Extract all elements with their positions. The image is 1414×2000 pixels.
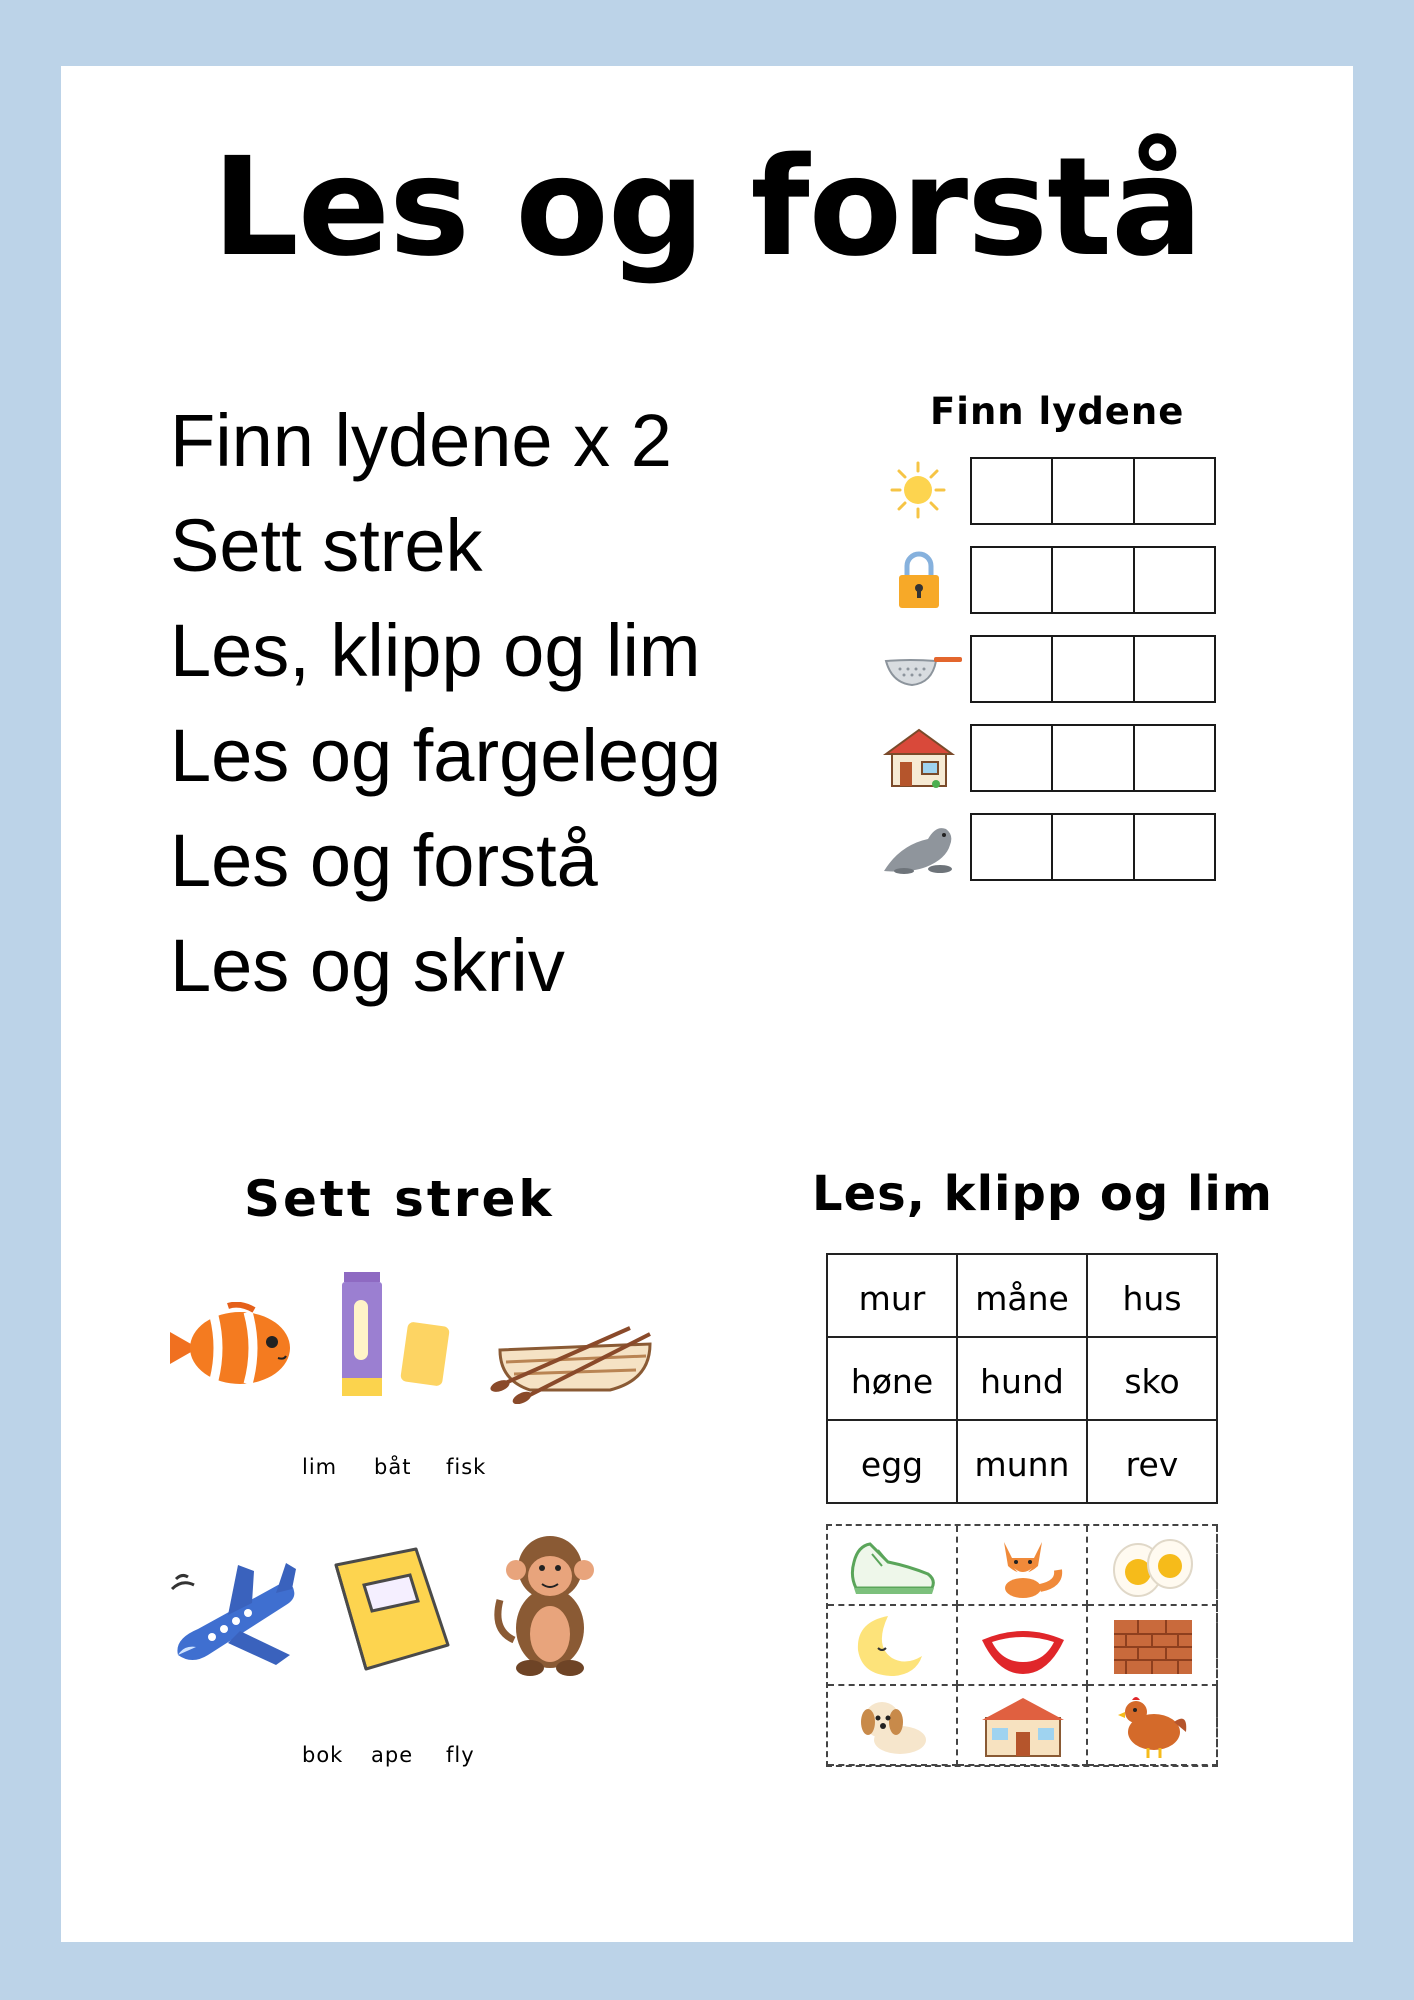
hen-icon (1108, 1692, 1198, 1760)
word-cell[interactable]: høne (827, 1337, 957, 1420)
sun-icon (880, 459, 964, 521)
sett-strek-heading: Sett strek (244, 1170, 555, 1228)
contents-item: Les, klipp og lim (170, 609, 701, 692)
seal-icon (880, 815, 964, 877)
match-word: bok (302, 1743, 344, 1767)
contents-list (170, 388, 721, 1018)
contents-item: Finn lydene x 2 (170, 399, 672, 482)
match-word: fly (446, 1743, 475, 1767)
page-title: Les og forstå (212, 129, 1202, 287)
word-cell[interactable]: egg (827, 1420, 957, 1503)
cut-out-cell[interactable] (828, 1686, 958, 1766)
glue-stick-icon (338, 1272, 452, 1402)
cut-out-cell[interactable] (1088, 1606, 1218, 1686)
cut-out-cell[interactable] (828, 1606, 958, 1686)
egg-icon (1108, 1532, 1198, 1600)
match-word: lim (302, 1455, 338, 1479)
contents-item: Les og fargelegg (170, 714, 722, 797)
monkey-icon (490, 1530, 600, 1678)
word-cell[interactable]: måne (957, 1254, 1087, 1337)
word-cell[interactable]: mur (827, 1254, 957, 1337)
fox-icon (978, 1532, 1068, 1600)
shoe-icon (848, 1532, 938, 1600)
sound-row (880, 546, 1220, 612)
word-cell[interactable]: rev (1087, 1420, 1217, 1503)
match-word: båt (374, 1455, 412, 1479)
contents-item: Sett strek (170, 504, 483, 587)
klipp-lim-heading: Les, klipp og lim (812, 1166, 1273, 1222)
word-cell[interactable]: munn (957, 1420, 1087, 1503)
match-word: ape (371, 1743, 414, 1767)
sound-row (880, 813, 1220, 879)
sound-row (880, 635, 1220, 701)
house-icon (880, 726, 964, 788)
sound-boxes[interactable] (970, 546, 1216, 614)
cut-out-cell[interactable] (958, 1526, 1088, 1606)
house-icon (978, 1692, 1068, 1760)
strainer-icon (880, 637, 964, 699)
book-icon (330, 1545, 454, 1673)
boat-icon (490, 1320, 660, 1404)
fish-icon (168, 1302, 306, 1394)
cut-out-cell[interactable] (1088, 1686, 1218, 1766)
word-grid (826, 1253, 1218, 1504)
lock-icon (880, 548, 964, 610)
sound-row (880, 724, 1220, 790)
cut-out-cell[interactable] (1088, 1526, 1218, 1606)
moon-icon (848, 1612, 938, 1680)
cut-out-cell[interactable] (958, 1606, 1088, 1686)
sound-row (880, 457, 1220, 523)
brick-wall-icon (1108, 1612, 1198, 1680)
word-cell[interactable]: hus (1087, 1254, 1217, 1337)
cut-out-cell[interactable] (958, 1686, 1088, 1766)
contents-item: Les og forstå (170, 819, 598, 902)
contents-item: Les og skriv (170, 924, 565, 1007)
sound-boxes[interactable] (970, 724, 1216, 792)
dog-icon (848, 1692, 938, 1760)
finn-lydene-heading: Finn lydene (930, 390, 1185, 433)
sound-boxes[interactable] (970, 457, 1216, 525)
sound-boxes[interactable] (970, 813, 1216, 881)
cut-out-cell[interactable] (828, 1526, 958, 1606)
airplane-icon (168, 1555, 308, 1671)
word-cell[interactable]: hund (957, 1337, 1087, 1420)
sound-boxes[interactable] (970, 635, 1216, 703)
match-word: fisk (446, 1455, 487, 1479)
mouth-icon (978, 1612, 1068, 1680)
cut-out-picture-grid (826, 1524, 1218, 1767)
word-cell[interactable]: sko (1087, 1337, 1217, 1420)
